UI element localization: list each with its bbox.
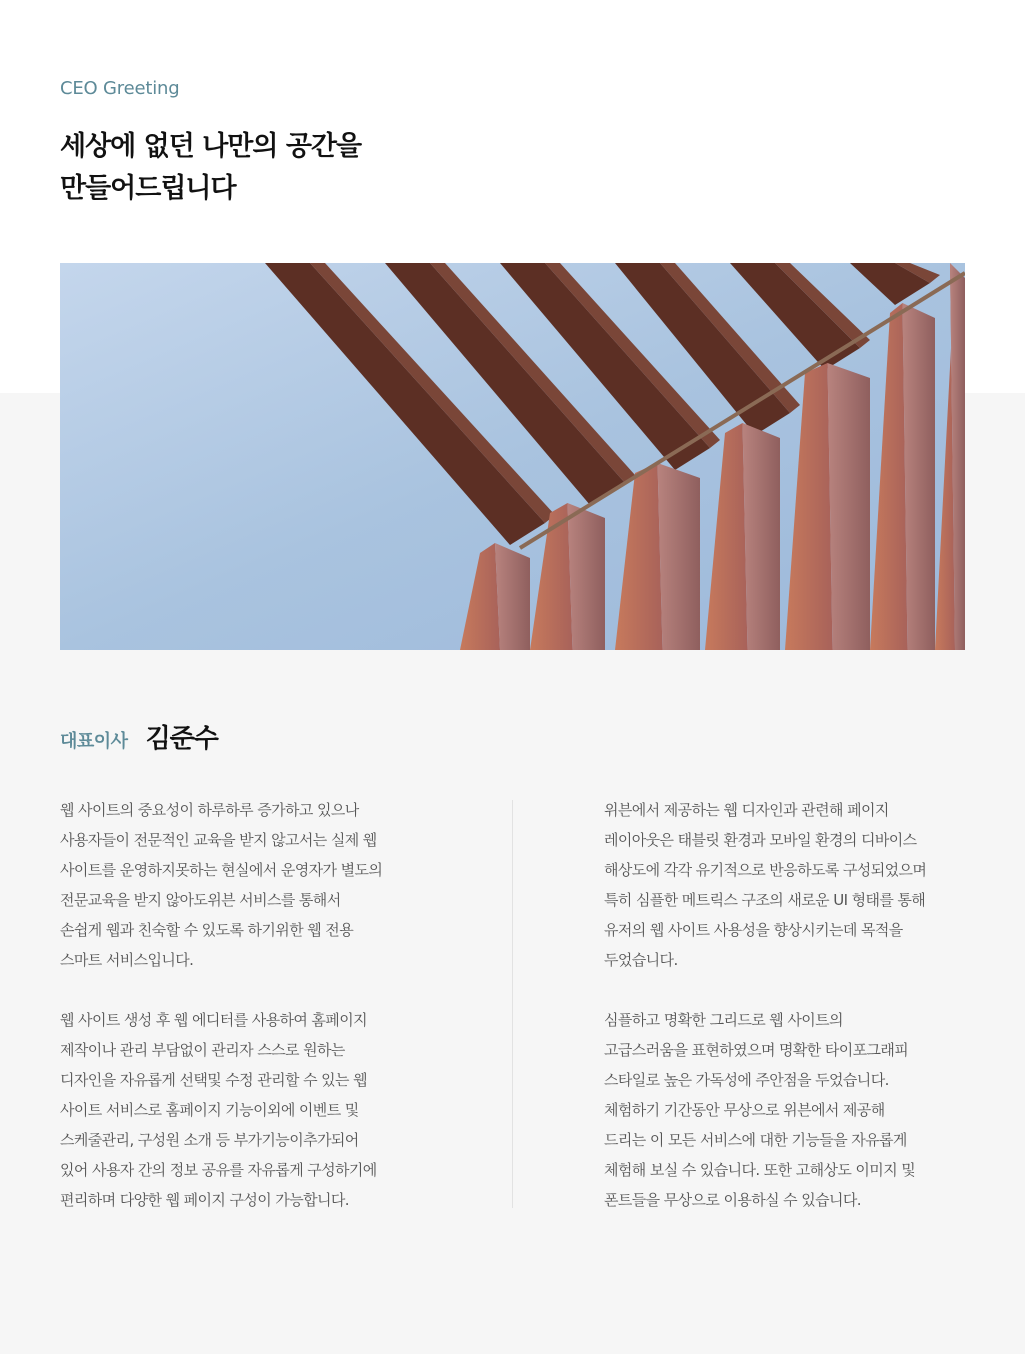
pillar-side xyxy=(903,303,936,650)
section-headline xyxy=(60,126,361,210)
text-line: 체험해 보실 수 있습니다. 또한 고해상도 이미지 및 xyxy=(604,1161,916,1179)
text-line: 사용자들이 전문적인 교육을 받지 않고서는 실제 웹 xyxy=(60,831,377,849)
headline-line-2: 만들어드립니다 xyxy=(60,173,236,204)
text-line: 웹 사이트 생성 후 웹 에디터를 사용하여 홈페이지 xyxy=(60,1011,367,1029)
pillar-side xyxy=(568,503,606,650)
text-line: 제작이나 관리 부담없이 관리자 스스로 원하는 xyxy=(60,1041,345,1059)
body-paragraph xyxy=(604,795,974,975)
text-line: 특히 심플한 메트릭스 구조의 새로운 UI 형태를 통해 xyxy=(604,891,926,909)
pillar-side xyxy=(828,363,871,650)
text-line: 위븐에서 제공하는 웹 디자인과 관련해 페이지 xyxy=(604,801,889,819)
ceo-name: 김준수 xyxy=(145,724,218,754)
text-line: 레이아웃은 태블릿 환경과 모바일 환경의 디바이스 xyxy=(604,831,917,849)
ceo-role: 대표이사 xyxy=(60,731,128,752)
body-column-right xyxy=(604,795,974,1245)
body-paragraph xyxy=(60,795,430,975)
pillar-side xyxy=(495,543,530,650)
text-line: 사이트 서비스로 홈페이지 기능이외에 이벤트 및 xyxy=(60,1101,359,1119)
text-line: 웹 사이트의 중요성이 하루하루 증가하고 있으나 xyxy=(60,801,359,819)
architecture-photo xyxy=(60,263,965,650)
section-eyebrow: CEO Greeting xyxy=(60,78,180,99)
text-line: 디자인을 자유롭게 선택및 수정 관리할 수 있는 웹 xyxy=(60,1071,367,1089)
body-paragraph xyxy=(604,1005,974,1215)
text-line: 고급스러움을 표현하였으며 명확한 타이포그래피 xyxy=(604,1041,909,1059)
hero-image xyxy=(60,263,965,650)
text-line: 전문교육을 받지 않아도위븐 서비스를 통해서 xyxy=(60,891,341,909)
pillar-side xyxy=(743,423,781,650)
text-line: 폰트들을 무상으로 이용하실 수 있습니다. xyxy=(604,1191,861,1209)
text-line: 심플하고 명확한 그리드로 웹 사이트의 xyxy=(604,1011,843,1029)
text-line: 유저의 웹 사이트 사용성을 향상시키는데 목적을 xyxy=(604,921,903,939)
text-line: 해상도에 각각 유기적으로 반응하도록 구성되었으며 xyxy=(604,861,927,879)
column-divider xyxy=(512,800,513,1208)
ceo-signature xyxy=(60,718,218,755)
text-line: 스마트 서비스입니다. xyxy=(60,951,194,969)
text-line: 있어 사용자 간의 정보 공유를 자유롭게 구성하기에 xyxy=(60,1161,377,1179)
text-line: 손쉽게 웹과 친숙할 수 있도록 하기위한 웹 전용 xyxy=(60,921,354,939)
pillar-side xyxy=(658,463,701,650)
text-line: 드리는 이 모든 서비스에 대한 기능들을 자유롭게 xyxy=(604,1131,907,1149)
text-line: 스케줄관리, 구성원 소개 등 부가기능이추가되어 xyxy=(60,1131,359,1149)
body-paragraph xyxy=(60,1005,430,1215)
text-line: 체험하기 기간동안 무상으로 위븐에서 제공해 xyxy=(604,1101,885,1119)
body-column-left xyxy=(60,795,430,1245)
text-line: 사이트를 운영하지못하는 현실에서 운영자가 별도의 xyxy=(60,861,383,879)
text-line: 스타일로 높은 가독성에 주안점을 두었습니다. xyxy=(604,1071,889,1089)
headline-line-1: 세상에 없던 나만의 공간을 xyxy=(60,131,362,162)
text-line: 두었습니다. xyxy=(604,951,678,969)
text-line: 편리하며 다양한 웹 페이지 구성이 가능합니다. xyxy=(60,1191,349,1209)
